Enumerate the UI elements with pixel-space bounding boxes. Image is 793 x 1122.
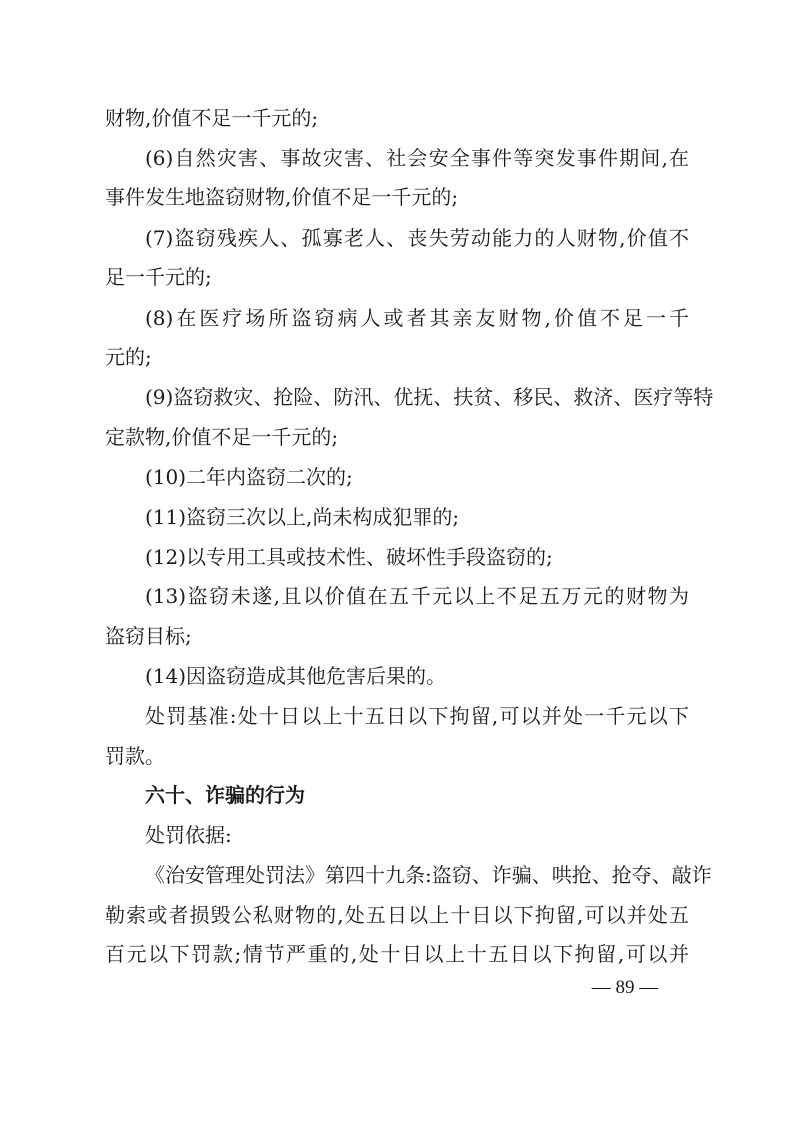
page-number: — 89 — xyxy=(591,977,659,998)
text-line-9: 定款物,价值不足一千元的; xyxy=(105,425,339,449)
text-line-17: 罚款。 xyxy=(105,744,165,768)
text-line-10: (10)二年内盗窃二次的; xyxy=(145,465,353,489)
text-line-1: 财物,价值不足一千元的; xyxy=(105,106,319,130)
text-line-3: 事件发生地盗窃财物,价值不足一千元的; xyxy=(105,185,459,209)
text-line-7: 元的; xyxy=(105,345,152,369)
text-line-6: (8)在医疗场所盗窃病人或者其亲友财物,价值不足一千 xyxy=(145,306,689,330)
text-line-15: (14)因盗窃造成其他危害后果的。 xyxy=(145,664,447,688)
text-line-20: 《治安管理处罚法》第四十九条:盗窃、诈骗、哄抢、抢夺、敲诈 xyxy=(145,863,712,887)
text-line-13: (13)盗窃未遂,且以价值在五千元以上不足五万元的财物为 xyxy=(145,584,689,608)
text-line-22: 百元以下罚款;情节严重的,处十日以上十五日以下拘留,可以并 xyxy=(105,942,689,966)
text-line-19: 处罚依据: xyxy=(145,823,232,847)
text-line-11: (11)盗窃三次以上,尚未构成犯罪的; xyxy=(145,505,460,529)
text-line-4: (7)盗窃残疾人、孤寡老人、丧失劳动能力的人财物,价值不 xyxy=(145,226,689,250)
section-heading: 六十、诈骗的行为 xyxy=(145,783,305,807)
text-line-21: 勒索或者损毁公私财物的,处五日以上十日以下拘留,可以并处五 xyxy=(105,903,689,927)
text-line-14: 盗窃目标; xyxy=(105,624,192,648)
text-line-16: 处罚基准:处十日以上十五日以下拘留,可以并处一千元以下 xyxy=(145,704,689,728)
text-line-5: 足一千元的; xyxy=(105,265,212,289)
text-line-12: (12)以专用工具或技术性、破坏性手段盗窃的; xyxy=(145,545,553,569)
text-line-8: (9)盗窃救灾、抢险、防汛、优抚、扶贫、移民、救济、医疗等特 xyxy=(145,385,714,409)
text-line-2: (6)自然灾害、事故灾害、社会安全事件等突发事件期间,在 xyxy=(145,146,689,170)
